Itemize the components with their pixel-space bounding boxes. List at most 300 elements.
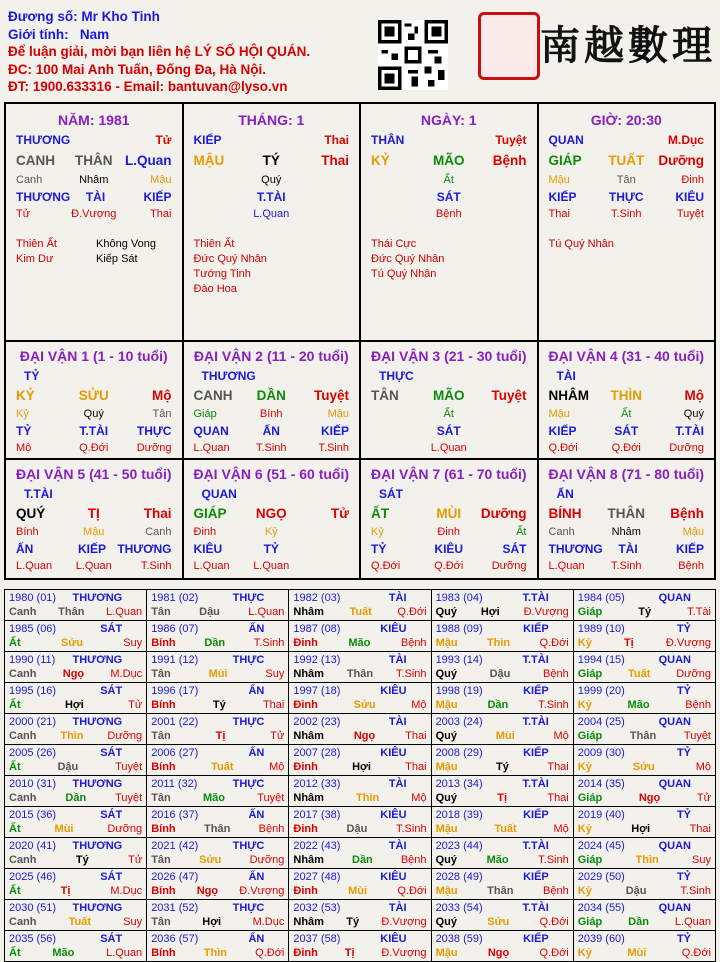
annual-cell-content [574, 900, 715, 930]
year-god: TỶ [676, 871, 691, 883]
annual-cell [5, 652, 147, 683]
year-god: SÁT [100, 747, 123, 759]
pillar-row [361, 172, 537, 189]
daivan-god: SÁT [379, 487, 403, 501]
pillar-row [6, 505, 182, 522]
cell-text: THƯƠNG [117, 542, 172, 556]
year-branch: Tị [215, 730, 226, 742]
year-phase: T.Sinh [680, 885, 711, 897]
year-phase: Suy [692, 854, 711, 866]
year-stem: Bính [151, 885, 176, 897]
year-phase: Bệnh [543, 885, 569, 897]
cell-text: MẬU [193, 153, 225, 168]
daivan-title: ĐẠI VẬN 2 (11 - 20 tuổi) [193, 348, 349, 364]
pillar-row [361, 558, 537, 575]
year-stem: Đinh [293, 637, 318, 649]
daivan-cell [361, 460, 539, 580]
cell-text: L.Quan [16, 560, 53, 572]
year-branch: Dần [352, 854, 373, 866]
annual-head [436, 653, 569, 667]
pillar-row [6, 558, 182, 575]
annual-cell-content [147, 869, 288, 899]
cell-text: KIẾP [143, 190, 172, 204]
annual-cell [147, 590, 289, 621]
cell-text: Thai [324, 133, 349, 147]
cell-text: SÁT [436, 424, 461, 438]
pillar-cell [184, 104, 362, 342]
cell-text: KỶ [371, 153, 390, 168]
annual-body [293, 946, 426, 960]
year-branch: Dậu [57, 761, 79, 773]
year-stem: Đinh [293, 761, 318, 773]
cell-text: Giáp [193, 408, 217, 420]
annual-cell-content [289, 869, 430, 899]
annual-cell [573, 807, 715, 838]
cell-text: L.Quan [75, 560, 112, 572]
cell-text: Tuyệt [676, 208, 704, 220]
year-phase: Đ.Vượng [523, 606, 569, 618]
year-phase: Đ.Vượng [239, 885, 285, 897]
year-branch: Tuất [349, 606, 372, 618]
year-label: 2012 (33) [293, 778, 341, 790]
cell-text: MÙI [436, 506, 462, 521]
year-god: TỶ [676, 685, 691, 697]
annual-body [578, 791, 711, 805]
year-phase: Mộ [269, 761, 285, 773]
cell-text [194, 206, 246, 223]
extra-item: Kiếp Sát [96, 253, 138, 265]
cell-text: Mộ [684, 388, 704, 403]
extra-item: Tú Quý Nhân [548, 238, 614, 250]
year-branch: Tị [344, 947, 355, 959]
year-stem: Kỷ [577, 761, 592, 773]
year-branch: Ngọ [62, 668, 85, 680]
annual-head [578, 591, 711, 605]
cell-text: KIẾP [77, 542, 106, 556]
annual-body [9, 853, 142, 867]
year-phase: Mộ [553, 823, 569, 835]
cell-text: L.Quan [253, 208, 290, 220]
year-stem: Bính [151, 823, 176, 835]
cell-text: Tân [152, 408, 172, 420]
annual-body [578, 853, 711, 867]
pillar-row [361, 152, 537, 169]
year-label: 2018 (39) [435, 809, 483, 821]
annual-body [436, 884, 569, 898]
year-stem: Mậu [435, 947, 458, 959]
annual-body [436, 667, 569, 681]
annual-cell-content [147, 714, 288, 744]
cell-text: Dưỡng [658, 153, 704, 168]
annual-cell-content [432, 931, 573, 961]
year-label: 1993 (14) [435, 654, 483, 666]
cell-text: SÁT [436, 190, 461, 204]
year-god: KIÊU [380, 747, 407, 759]
owner-info [8, 8, 310, 96]
cell-text: TÂN [371, 388, 399, 403]
pillar-row [361, 423, 537, 440]
cell-text [371, 172, 423, 189]
year-branch: Sửu [353, 699, 376, 711]
pillar-row [184, 172, 360, 189]
annual-head [9, 715, 142, 729]
annual-cell [147, 652, 289, 683]
cell-text: L.Quan [124, 153, 172, 168]
year-god: THƯƠNG [72, 778, 123, 790]
annual-head [436, 715, 569, 729]
cell-text: Đinh [193, 526, 217, 538]
annual-head [9, 746, 142, 760]
year-branch: Tý [638, 606, 652, 618]
annual-head [436, 870, 569, 884]
annual-cell [147, 900, 289, 931]
annual-cell [573, 931, 715, 962]
year-branch: Dần [487, 699, 509, 711]
annual-body [151, 822, 284, 836]
annual-cell-content [147, 931, 288, 961]
cell-text: Thai [548, 208, 570, 220]
annual-head [9, 653, 142, 667]
annual-cell [147, 714, 289, 745]
annual-cell-content [147, 776, 288, 806]
annual-body [151, 760, 284, 774]
annual-cell-content [5, 807, 146, 837]
extra-line [194, 267, 350, 282]
year-label: 1990 (11) [9, 654, 56, 666]
extra-item: Đào Hoa [193, 283, 237, 295]
annual-head [436, 901, 569, 915]
annual-row [5, 838, 716, 869]
cell-text: Quý [683, 408, 704, 420]
cell-text: NHÂM [548, 388, 589, 403]
year-label: 1985 (06) [9, 623, 57, 635]
cell-text: GIÁP [548, 153, 582, 168]
year-branch: Tuất [494, 823, 517, 835]
year-branch: Mùi [348, 885, 368, 897]
annual-cell [289, 621, 431, 652]
cell-text [475, 406, 527, 423]
annual-cell-content [574, 683, 715, 713]
annual-head [436, 839, 569, 853]
year-label: 2004 (25) [577, 716, 625, 728]
annual-head [293, 746, 426, 760]
year-branch: Ngọ [353, 730, 376, 742]
year-stem: Tân [151, 606, 171, 618]
annual-cell [289, 745, 431, 776]
annual-cell-content [574, 776, 715, 806]
year-branch: Mùi [495, 730, 515, 742]
cell-text [371, 440, 423, 457]
cell-text [475, 440, 527, 457]
pillar-extra [184, 237, 360, 297]
annual-row [5, 807, 716, 838]
year-phase: Thai [689, 823, 711, 835]
annual-head [151, 715, 284, 729]
annual-cell-content [5, 838, 146, 868]
year-branch: Ngọ [638, 792, 661, 804]
annual-cell-content [289, 745, 430, 775]
annual-head [293, 870, 426, 884]
year-label: 2026 (47) [151, 871, 199, 883]
year-stem: Nhâm [293, 606, 324, 618]
annual-cell-content [432, 776, 573, 806]
annual-head [436, 808, 569, 822]
annual-cell [289, 900, 431, 931]
pillar-row [361, 132, 537, 149]
year-stem: Ất [9, 823, 21, 835]
year-god: TÀI [388, 902, 407, 914]
annual-body [293, 760, 426, 774]
cell-text: THƯƠNG [548, 542, 603, 556]
pillar-cell [539, 104, 717, 342]
daivan-cell [6, 342, 184, 460]
pillar-row [184, 206, 360, 223]
year-label: 2019 (40) [577, 809, 625, 821]
year-phase: Tuyệt [683, 730, 711, 742]
year-stem: Giáp [577, 854, 603, 866]
annual-head [436, 746, 569, 760]
cell-text [600, 132, 652, 149]
year-branch: Ngọ [196, 885, 219, 897]
annual-body [9, 667, 142, 681]
year-god: SÁT [100, 623, 123, 635]
year-stem: Giáp [577, 916, 603, 928]
extra-item: Đức Quý Nhân [371, 253, 445, 265]
year-stem: Quý [435, 668, 457, 680]
cell-text: KỶ [16, 388, 35, 403]
year-stem: Nhâm [293, 730, 324, 742]
cell-text [371, 406, 423, 423]
year-stem: Canh [9, 916, 37, 928]
pillar-row [6, 152, 182, 169]
annual-row [5, 900, 716, 931]
cell-text: ẤN [16, 542, 34, 556]
annual-cell [431, 776, 573, 807]
annual-body [9, 760, 142, 774]
annual-row [5, 931, 716, 962]
extra-item: Không Vong [96, 238, 156, 250]
year-stem: Canh [9, 668, 37, 680]
annual-cell-content [5, 590, 146, 620]
year-stem: Mậu [435, 761, 458, 773]
year-label: 1999 (20) [577, 685, 625, 697]
year-stem: Ất [9, 637, 21, 649]
year-stem: Nhâm [293, 792, 324, 804]
year-god: KIÊU [380, 871, 407, 883]
cell-text: SỬU [78, 388, 109, 403]
annual-cell-content [432, 745, 573, 775]
daivan-title: ĐẠI VẬN 6 (51 - 60 tuổi) [193, 466, 350, 482]
cell-text: Tử [16, 208, 31, 220]
cell-text: THÂN [607, 506, 645, 521]
year-stem: Nhâm [293, 668, 324, 680]
year-branch: Dậu [346, 823, 368, 835]
pillar-row [539, 132, 715, 149]
annual-cell [147, 776, 289, 807]
annual-cell-content [574, 745, 715, 775]
annual-cell-content [574, 652, 715, 682]
year-god: QUAN [658, 654, 691, 666]
pillar-row [6, 440, 182, 457]
annual-cell [5, 590, 147, 621]
annual-body [293, 884, 426, 898]
annual-body [578, 946, 711, 960]
year-branch: Sửu [487, 916, 510, 928]
pillar-row [361, 206, 537, 223]
cell-text: TỶ [263, 542, 279, 556]
annual-cell-content [5, 714, 146, 744]
year-label: 2001 (22) [151, 716, 199, 728]
annual-body [9, 946, 142, 960]
year-stem: Quý [435, 916, 457, 928]
year-phase: Đ.Vượng [381, 947, 427, 959]
cell-text: Tử [330, 506, 349, 521]
extra-line [549, 237, 705, 252]
cell-text: Thai [143, 506, 172, 521]
annual-row [5, 683, 716, 714]
year-branch: Hợi [202, 916, 222, 928]
daivan-cell [539, 460, 717, 580]
year-god: THƯƠNG [72, 902, 123, 914]
year-god: TÀI [388, 840, 407, 852]
year-label: 2013 (34) [435, 778, 483, 790]
year-god: ẤN [248, 809, 265, 821]
year-phase: L.Quan [106, 947, 143, 959]
annual-cell [289, 931, 431, 962]
year-god: KIÊU [380, 809, 407, 821]
cell-text: Mậu [327, 408, 349, 420]
annual-body [151, 946, 284, 960]
pillar-row [184, 505, 360, 522]
year-phase: T.Sinh [395, 668, 427, 680]
annual-head [436, 932, 569, 946]
year-branch: Dần [65, 792, 87, 804]
annual-head [578, 653, 711, 667]
annual-head [151, 777, 284, 791]
annual-head [151, 808, 284, 822]
logo: 南越數理 [540, 22, 716, 69]
cell-text: L.Quan [193, 560, 230, 572]
year-stem: Kỷ [577, 885, 592, 897]
daivan-god: THƯƠNG [201, 369, 256, 383]
pillar-row [539, 206, 715, 223]
year-god: TỶ [676, 623, 691, 635]
year-label: 2036 (57) [151, 933, 199, 945]
annual-cell [573, 869, 715, 900]
year-god: KIÊU [380, 623, 407, 635]
annual-head [151, 591, 284, 605]
year-branch: Sửu [632, 761, 655, 773]
year-stem: Canh [9, 606, 37, 618]
daivan-god: ẤN [556, 487, 574, 501]
year-god: THỰC [232, 716, 265, 728]
annual-cell-content [289, 931, 430, 961]
year-stem: Giáp [577, 606, 603, 618]
annual-cell [147, 683, 289, 714]
pillar-row [539, 189, 715, 206]
annual-body [9, 605, 142, 619]
annual-cell-content [147, 683, 288, 713]
year-stem: Tân [151, 792, 171, 804]
year-god: TÀI [388, 654, 407, 666]
year-phase: T.Sinh [253, 637, 285, 649]
year-stem: Canh [9, 792, 37, 804]
cell-text: Quý [83, 408, 104, 420]
cell-text: T.Sinh [140, 560, 172, 572]
annual-cell [289, 652, 431, 683]
year-god: THỰC [232, 902, 265, 914]
year-phase: Suy [123, 637, 143, 649]
annual-head [436, 777, 569, 791]
annual-cell-content [5, 683, 146, 713]
cell-text [194, 189, 246, 206]
pillar-row [184, 541, 360, 558]
year-god: TỶ [676, 747, 691, 759]
annual-body [151, 605, 284, 619]
cell-text: MÃO [432, 388, 465, 403]
cell-text: Canh [145, 526, 172, 538]
cell-text: T.Sinh [610, 560, 642, 572]
annual-cell-content [147, 900, 288, 930]
year-phase: Thai [547, 761, 569, 773]
pillar-row [539, 440, 715, 457]
pillar-title: NĂM: 1981 [57, 112, 130, 128]
year-label: 1998 (19) [435, 685, 483, 697]
annual-head [293, 684, 426, 698]
extra-item: Thiên Ất [193, 238, 235, 250]
daivan-god: THỰC [379, 369, 414, 383]
annual-head [578, 777, 711, 791]
year-god: QUAN [658, 840, 691, 852]
pillar-row [539, 172, 715, 189]
year-label: 2028 (49) [435, 871, 483, 883]
cell-text: Dưỡng [136, 442, 172, 454]
phone-email[interactable]: ĐT: 1900.633316 - Email: bantuvan@lyso.vn [8, 79, 288, 94]
annual-cell [573, 652, 715, 683]
annual-body [436, 605, 569, 619]
pillar-extra [539, 237, 715, 252]
annual-body [151, 915, 284, 929]
annual-body [151, 853, 284, 867]
annual-cell-content [432, 807, 573, 837]
year-label: 1989 (10) [577, 623, 625, 635]
year-stem: Nhâm [293, 916, 324, 928]
annual-cell-content [147, 590, 288, 620]
cell-text: KIẾP [193, 133, 222, 147]
annual-cell-content [289, 621, 430, 651]
annual-head [9, 932, 142, 946]
cell-text: TỶ [371, 542, 387, 556]
cell-text: KIÊU [434, 542, 464, 556]
annual-cell [5, 838, 147, 869]
annual-cell [573, 621, 715, 652]
daivan-title: ĐẠI VẬN 5 (41 - 50 tuổi) [15, 466, 172, 482]
year-branch: Thân [58, 606, 85, 618]
year-stem: Giáp [577, 730, 603, 742]
extra-line [194, 252, 350, 267]
annual-body [436, 636, 569, 650]
cell-text: TỶ [16, 424, 32, 438]
year-phase: Q.Đới [255, 947, 285, 959]
year-branch: Mão [52, 947, 75, 959]
annual-head [578, 715, 711, 729]
annual-body [578, 605, 711, 619]
annual-body [293, 605, 426, 619]
annual-cell [431, 745, 573, 776]
year-phase: Thai [405, 761, 427, 773]
annual-cell [289, 807, 431, 838]
annual-head [293, 839, 426, 853]
